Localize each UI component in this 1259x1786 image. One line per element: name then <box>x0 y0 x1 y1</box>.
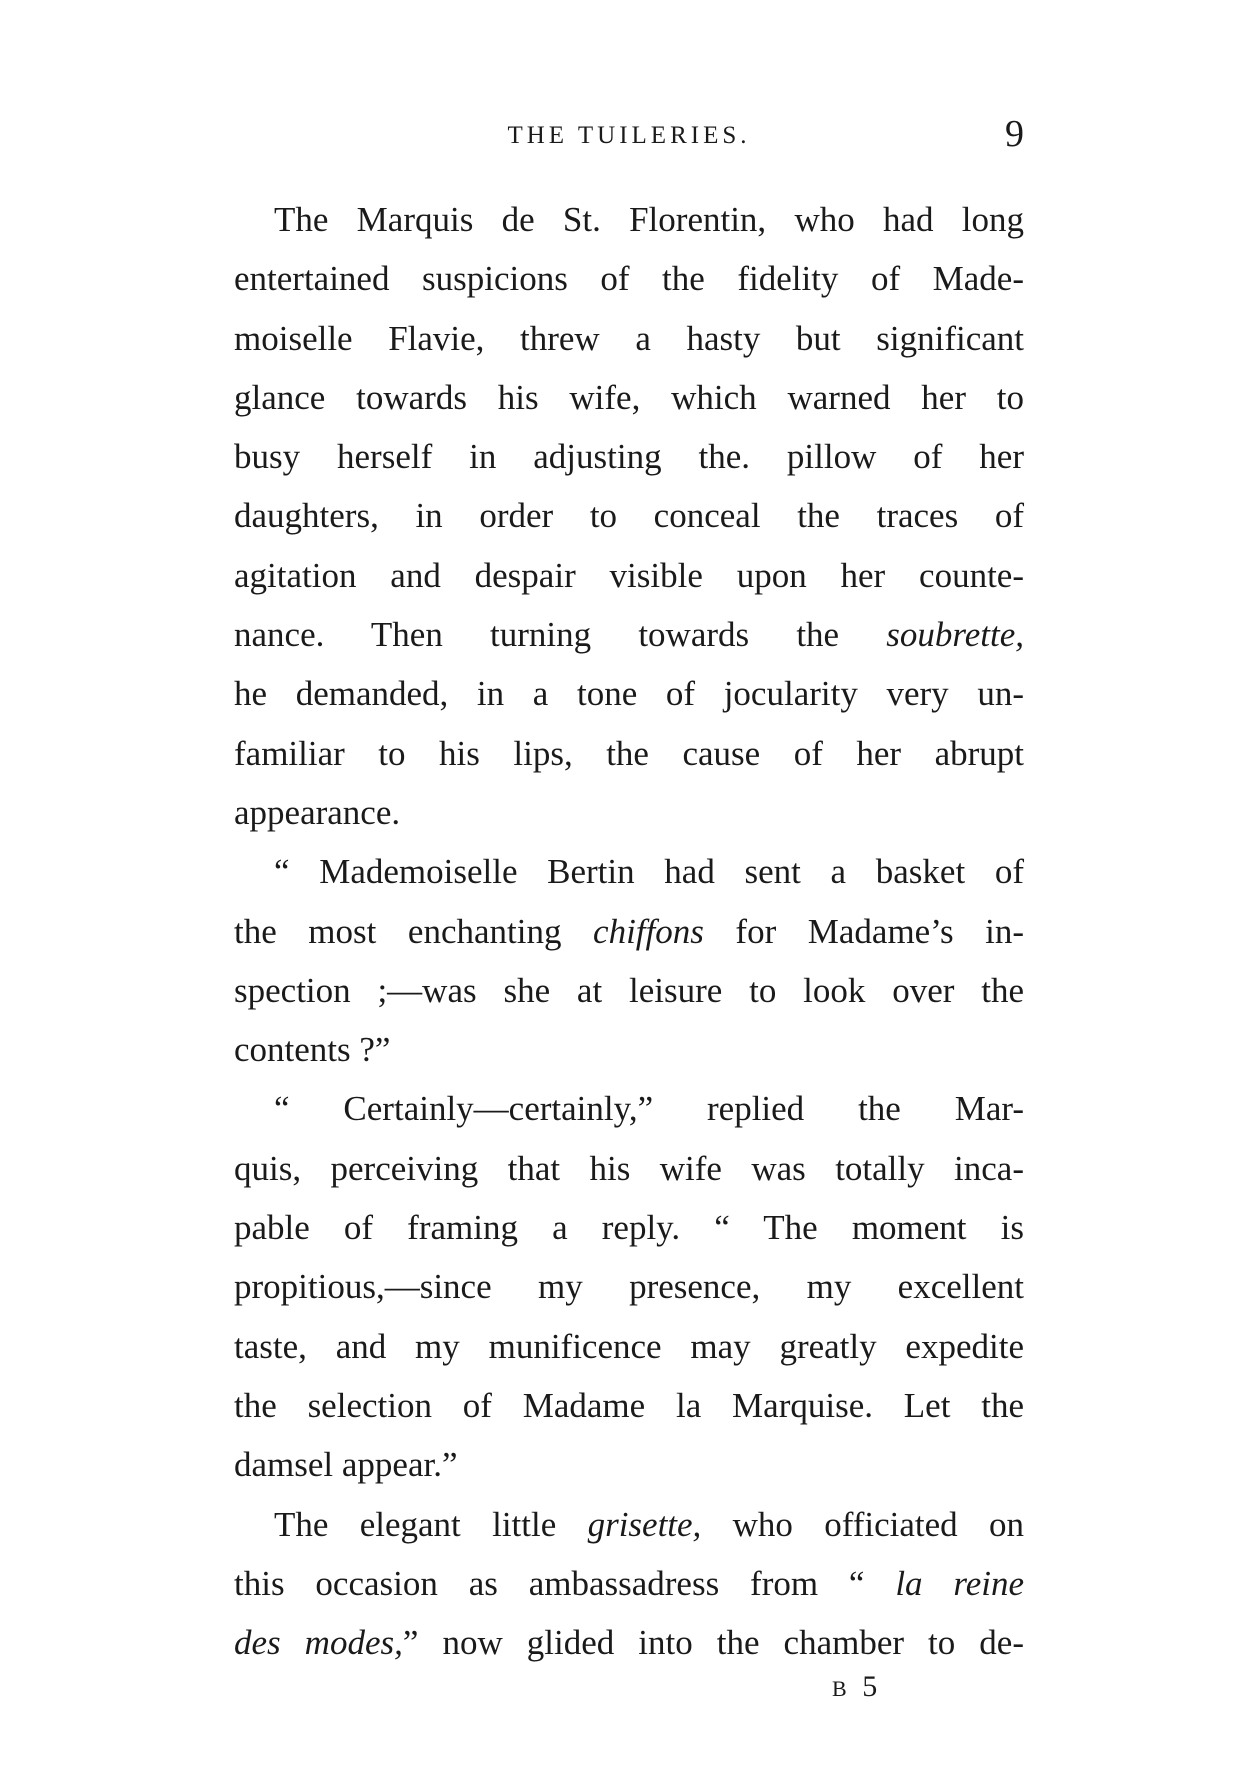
text-line: entertained suspicions of the fidelity of Made- <box>234 259 1024 299</box>
text-line: “ Certainly—certainly,” replied the Mar- <box>274 1089 1024 1129</box>
text-span: ” now glided into the chamber to de- <box>402 1623 1024 1663</box>
text-line: agitation and despair visible upon her counte- <box>234 555 1024 595</box>
text-line: familiar to his lips, the cause of her abrupt <box>234 733 1024 773</box>
text-line: busy herself in adjusting the. pillow of her <box>234 437 1024 477</box>
text-line <box>234 902 1024 961</box>
italic-span: chiffons <box>593 911 704 951</box>
text-line: contents ?” <box>234 1030 391 1070</box>
text-span: this occasion as ambassadress from “ <box>234 1563 896 1603</box>
text-line: appearance. <box>234 792 401 832</box>
text-line: spection ;—was she at leisure to look over the <box>234 970 1024 1010</box>
text-line <box>234 1554 1024 1613</box>
text-line <box>234 605 1024 664</box>
italic-span: la reine <box>895 1563 1024 1603</box>
text-line: “ Mademoiselle Bertin had sent a basket of <box>274 852 1024 892</box>
body-text <box>234 190 1024 1672</box>
italic-span: soubrette, <box>886 615 1024 655</box>
text-line: daughters, in order to conceal the traces of <box>234 496 1024 536</box>
text-line: he demanded, in a tone of jocularity very un- <box>234 674 1024 714</box>
signature-mark <box>832 1670 881 1704</box>
italic-span: grisette, <box>587 1504 702 1544</box>
page-number: 9 <box>1005 113 1024 155</box>
text-line: quis, perceiving that his wife was totally inca- <box>234 1148 1024 1188</box>
text-line: propitious,—since my presence, my excellent <box>234 1267 1024 1307</box>
text-line: damsel appear.” <box>234 1445 458 1485</box>
signature-letter: B <box>832 1676 851 1701</box>
text-line: moiselle Flavie, threw a hasty but significant <box>234 318 1024 358</box>
text-span: for Madame’s in- <box>703 911 1024 951</box>
text-line <box>234 1495 1024 1554</box>
text-span: nance. Then turning towards the <box>234 615 887 655</box>
text-span: who officiated on <box>701 1504 1024 1544</box>
text-line <box>234 1613 1024 1672</box>
italic-span: des modes, <box>234 1623 403 1663</box>
text-line: the selection of Madame la Marquise. Let the <box>234 1385 1024 1425</box>
text-span: The elegant little <box>274 1504 588 1544</box>
signature-number: 5 <box>862 1670 882 1703</box>
text-line: pable of framing a reply. “ The moment is <box>234 1208 1024 1248</box>
text-span: the most enchanting <box>234 911 594 951</box>
running-title: THE TUILERIES. <box>507 122 751 149</box>
text-line: glance towards his wife, which warned her to <box>234 377 1024 417</box>
running-head <box>234 112 1024 162</box>
text-line: taste, and my munificence may greatly expedite <box>234 1326 1024 1366</box>
text-line: The Marquis de St. Florentin, who had long <box>274 200 1024 239</box>
